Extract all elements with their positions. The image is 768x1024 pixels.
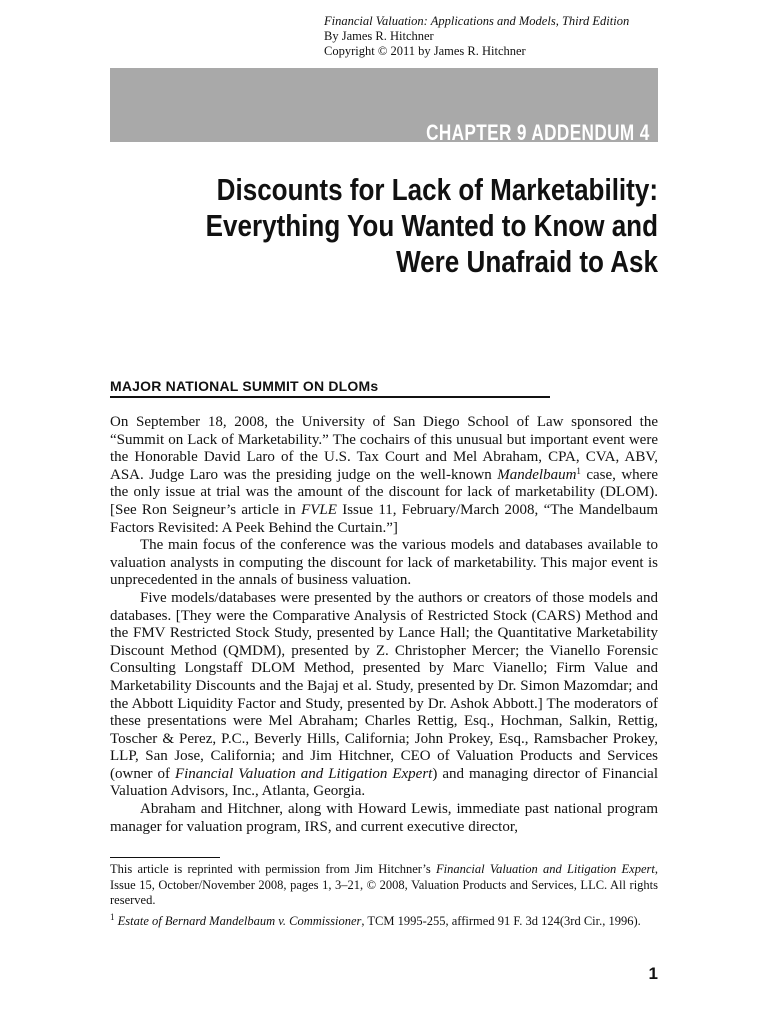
chapter-banner [110,68,658,145]
case-name-mandelbaum: Mandelbaum [497,466,577,483]
footnote-1-text: , TCM 1995-255, affirmed 91 F. 3d 124(3rd Cir., 1996). [361,913,641,928]
publication-financial-valuation-litigation-expert: Financial Valuation and Litigation Expert [174,765,433,782]
article-title-line-1: Discounts for Lack of Marketability: [216,172,658,207]
footnote-divider [110,857,220,858]
book-title: Financial Valuation: Applications and Models, Third Edition [324,14,630,28]
article-title-line-2: Everything You Wanted to Know and [205,208,658,243]
paragraph-1-text-b: case, where the only issue at trial was the amount of the discount for lack of marketability (DLOM). [See Ron Seigneur’s article in [110,466,658,518]
page-number: 1 [648,964,658,983]
paragraph-1 [110,414,658,537]
footnotes [110,862,658,934]
paragraph-1-text-c: Issue 11, February/March 2008, “The Mandelbaum Factors Revisited: A Peek Behind the Curtain.”] [110,501,658,536]
reprint-note [110,862,658,909]
copyright-line: Copyright © 2011 by James R. Hitchner [324,44,526,58]
chapter-label: CHAPTER 9 ADDENDUM 4 [426,120,650,145]
author-line: By James R. Hitchner [324,29,434,43]
paragraph-3-text-b: ) and managing director of Financial Valuation Advisors, Inc., Atlanta, Georgia. [110,765,658,800]
footnote-1-marker: 1 [110,911,115,922]
book-header [324,14,629,59]
article-title [98,172,658,280]
reprint-publication: Financial Valuation and Litigation Expert [436,862,655,876]
footnote-ref-1: 1 [576,465,581,476]
article-title-line-3: Were Unafraid to Ask [396,244,658,279]
paragraph-3 [110,590,658,801]
publication-fvle: FVLE [301,501,337,518]
body-text [110,414,658,836]
footnote-1-case: Estate of Bernard Mandelbaum v. Commissioner [117,913,362,928]
reprint-note-text-a: This article is reprinted with permission from Jim Hitchner’s [110,862,436,876]
paragraph-4: Abraham and Hitchner, along with Howard Lewis, immediate past national program manager for valuation program, IRS, and current executive director, [110,801,658,835]
paragraph-1-text-a: On September 18, 2008, the University of San Diego School of Law sponsored the “Summit on Lack of Marketability.” The cochairs of this unusual but important event were the Honorable David Laro of the U.S. Tax Court and Mel Abraham, CPA, CVA, ABV, ASA. Judge Laro was the presiding judge on the well-known [110,414,658,483]
footnote-1 [110,911,658,930]
section-heading: MAJOR NATIONAL SUMMIT ON DLOMs [110,378,550,398]
paragraph-2: The main focus of the conference was the various models and databases available to valuation analysts in computing the discount for lack of marketability. This major event is unprecedented in the annals of business valuation. [110,537,658,589]
paragraph-3-text-a: Five models/databases were presented by the authors or creators of those models and databases. [They were the Comparative Analysis of Restricted Stock (CARS) Method and the FMV Restricted Stock Study, presented by Lance Hall; the Quantitative Marketability Discount Method (QMDM), presented by Z. Christopher Mercer; the Vianello Forensic Consulting Longstaff DLOM Method, presented by Marc Vianello; Firm Value and Marketability Discounts and the Bajaj et al. Study, presented by Dr. Simon Mazomdar; and the Abbott Liquidity Factor and Study, presented by Dr. Ashok Abbott.] The moderators of these presentations were Mel Abraham; Charles Rettig, Esq., Hochman, Salkin, Rettig, Toscher & Perez, P.C., Beverly Hills, California; John Prokey, Esq., Ramsbacher Prokey, LLP, San Jose, California; and Jim Hitchner, CEO of Valuation Products and Services (owner of [110,589,658,782]
reprint-note-text-b: , Issue 15, October/November 2008, pages 1, 3–21, © 2008, Valuation Products and Services, LLC. All rights reserved. [110,862,658,907]
